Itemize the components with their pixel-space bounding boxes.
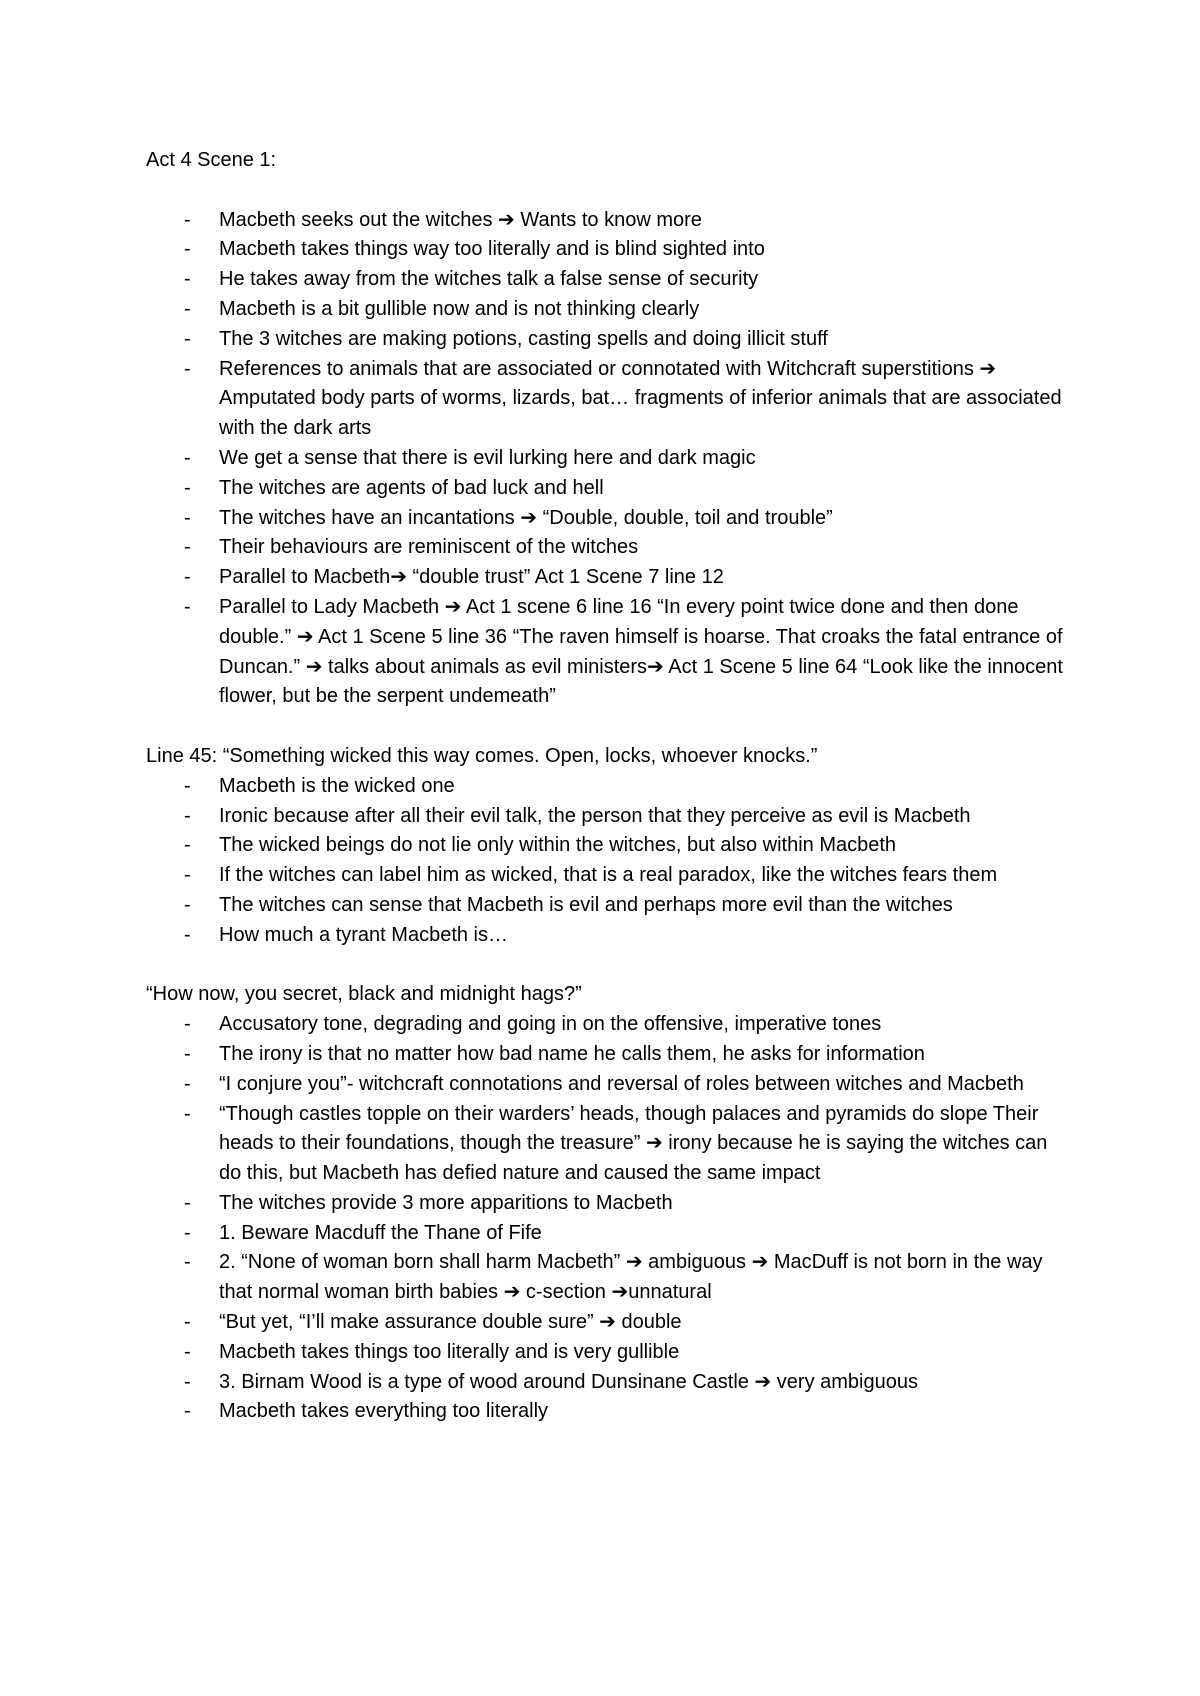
list-item: [146, 504, 1066, 534]
list-item-text: 1. Beware Macduff the Thane of Fife: [219, 1221, 542, 1244]
list-item: [146, 1070, 1066, 1100]
bullet-dash: -: [184, 506, 191, 529]
bullet-dash: -: [184, 446, 191, 469]
list-item-text: Macbeth seeks out the witches ➔ Wants to know more: [219, 208, 702, 231]
list-item: [146, 206, 1066, 236]
section-heading: Line 45: “Something wicked this way comes. Open, locks, whoever knocks.”: [146, 744, 818, 767]
list-item: [146, 831, 1066, 861]
list-item: [146, 861, 1066, 891]
section-line-45: [146, 742, 1066, 951]
list-item-text: Macbeth takes everything too literally: [219, 1400, 549, 1423]
list-item-text: The witches can sense that Macbeth is evil and perhaps more evil than the witches: [219, 893, 953, 916]
list-item: [146, 1368, 1066, 1398]
list-item-text: Macbeth is the wicked one: [219, 774, 455, 797]
list-item-text: The witches are agents of bad luck and hell: [219, 476, 604, 499]
list-item-text: Parallel to Lady Macbeth ➔ Act 1 scene 6 line 16 “In every point twice done and then done double.” ➔ Act 1 Scene 5 line 36 “The raven himself is hoarse. That croaks the fatal entrance of Duncan.” ➔ talks about animals as evil ministers➔ Act 1 Scene 5 line 64 “Look like the innocent flower, but be the serpent undemeath”: [219, 595, 1063, 708]
bullet-list: [146, 1010, 1066, 1427]
list-item: [146, 295, 1066, 325]
list-item-text: Ironic because after all their evil talk, the person that they perceive as evil is Macbeth: [219, 804, 971, 827]
blank-line: [146, 176, 1066, 206]
list-item: [146, 593, 1066, 712]
bullet-dash: -: [184, 208, 191, 231]
document-page: [146, 146, 1066, 1427]
list-item-text: Macbeth takes things too literally and is very gullible: [219, 1340, 680, 1363]
section-act4-scene1: [146, 146, 1066, 712]
bullet-dash: -: [184, 476, 191, 499]
list-item-text: “But yet, “I’ll make assurance double sure” ➔ double: [219, 1311, 682, 1334]
list-item: [146, 1010, 1066, 1040]
list-item: [146, 533, 1066, 563]
list-item-text: The wicked beings do not lie only within the witches, but also within Macbeth: [219, 834, 897, 857]
bullet-dash: -: [184, 1072, 191, 1095]
list-item-text: How much a tyrant Macbeth is…: [219, 923, 508, 946]
bullet-list: [146, 772, 1066, 951]
bullet-dash: -: [184, 1042, 191, 1065]
list-item: [146, 265, 1066, 295]
bullet-dash: -: [184, 566, 191, 589]
bullet-dash: -: [184, 536, 191, 559]
bullet-dash: -: [184, 834, 191, 857]
bullet-dash: -: [184, 774, 191, 797]
list-item-text: The witches provide 3 more apparitions to Macbeth: [219, 1191, 673, 1214]
bullet-dash: -: [184, 1191, 191, 1214]
bullet-dash: -: [184, 595, 191, 618]
list-item: [146, 1338, 1066, 1368]
list-item-text: “Though castles topple on their warders’ heads, though palaces and pyramids do slope Their heads to their foundations, though the treasure” ➔ irony because he is saying the witches can do this, but Macbeth has defied nature and caused the same impact: [219, 1102, 1048, 1185]
list-item: [146, 1219, 1066, 1249]
blank-line: [146, 951, 1066, 981]
bullet-dash: -: [184, 1221, 191, 1244]
list-item-text: Their behaviours are reminiscent of the witches: [219, 536, 639, 559]
list-item: [146, 1189, 1066, 1219]
list-item: [146, 563, 1066, 593]
bullet-dash: -: [184, 357, 191, 380]
list-item-text: If the witches can label him as wicked, that is a real paradox, like the witches fears them: [219, 864, 998, 887]
bullet-dash: -: [184, 923, 191, 946]
list-item-text: We get a sense that there is evil lurking here and dark magic: [219, 446, 756, 469]
bullet-dash: -: [184, 1013, 191, 1036]
list-item-text: Macbeth takes things way too literally and is blind sighted into: [219, 238, 765, 261]
list-item-text: Macbeth is a bit gullible now and is not thinking clearly: [219, 297, 700, 320]
bullet-dash: -: [184, 804, 191, 827]
list-item: [146, 1308, 1066, 1338]
section-midnight-hags: [146, 980, 1066, 1427]
bullet-dash: -: [184, 297, 191, 320]
bullet-dash: -: [184, 1102, 191, 1125]
list-item-text: The 3 witches are making potions, casting spells and doing illicit stuff: [219, 327, 828, 350]
list-item-text: Parallel to Macbeth➔ “double trust” Act 1 Scene 7 line 12: [219, 566, 724, 589]
list-item: [146, 772, 1066, 802]
bullet-dash: -: [184, 1340, 191, 1363]
list-item: [146, 802, 1066, 832]
list-item-text: The witches have an incantations ➔ “Double, double, toil and trouble”: [219, 506, 833, 529]
list-item-text: 3. Birnam Wood is a type of wood around Dunsinane Castle ➔ very ambiguous: [219, 1370, 918, 1393]
section-heading: “How now, you secret, black and midnight hags?”: [146, 983, 582, 1006]
list-item-text: He takes away from the witches talk a false sense of security: [219, 268, 759, 291]
bullet-dash: -: [184, 1311, 191, 1334]
list-item: [146, 444, 1066, 474]
list-item: [146, 1040, 1066, 1070]
bullet-dash: -: [184, 1251, 191, 1274]
list-item: [146, 1397, 1066, 1427]
list-item-text: 2. “None of woman born shall harm Macbeth” ➔ ambiguous ➔ MacDuff is not born in the way that normal woman birth babies ➔ c-section ➔unnatural: [219, 1251, 1043, 1304]
list-item-text: The irony is that no matter how bad name he calls them, he asks for information: [219, 1042, 925, 1065]
list-item: [146, 1248, 1066, 1308]
bullet-dash: -: [184, 268, 191, 291]
bullet-dash: -: [184, 238, 191, 261]
bullet-dash: -: [184, 327, 191, 350]
list-item: [146, 325, 1066, 355]
bullet-dash: -: [184, 893, 191, 916]
list-item: [146, 474, 1066, 504]
bullet-dash: -: [184, 864, 191, 887]
bullet-dash: -: [184, 1400, 191, 1423]
list-item-text: References to animals that are associated or connotated with Witchcraft superstitions ➔ Amputated body parts of worms, lizards, bat… fragments of inferior animals that are associated with the dark arts: [219, 357, 1062, 440]
list-item: [146, 235, 1066, 265]
list-item: [146, 355, 1066, 444]
bullet-list: [146, 206, 1066, 713]
bullet-dash: -: [184, 1370, 191, 1393]
blank-line: [146, 712, 1066, 742]
list-item: [146, 921, 1066, 951]
list-item: [146, 891, 1066, 921]
section-heading: Act 4 Scene 1:: [146, 149, 277, 171]
list-item-text: Accusatory tone, degrading and going in on the offensive, imperative tones: [219, 1013, 882, 1036]
list-item-text: “I conjure you”- witchcraft connotations and reversal of roles between witches and Macbeth: [219, 1072, 1024, 1095]
list-item: [146, 1100, 1066, 1189]
